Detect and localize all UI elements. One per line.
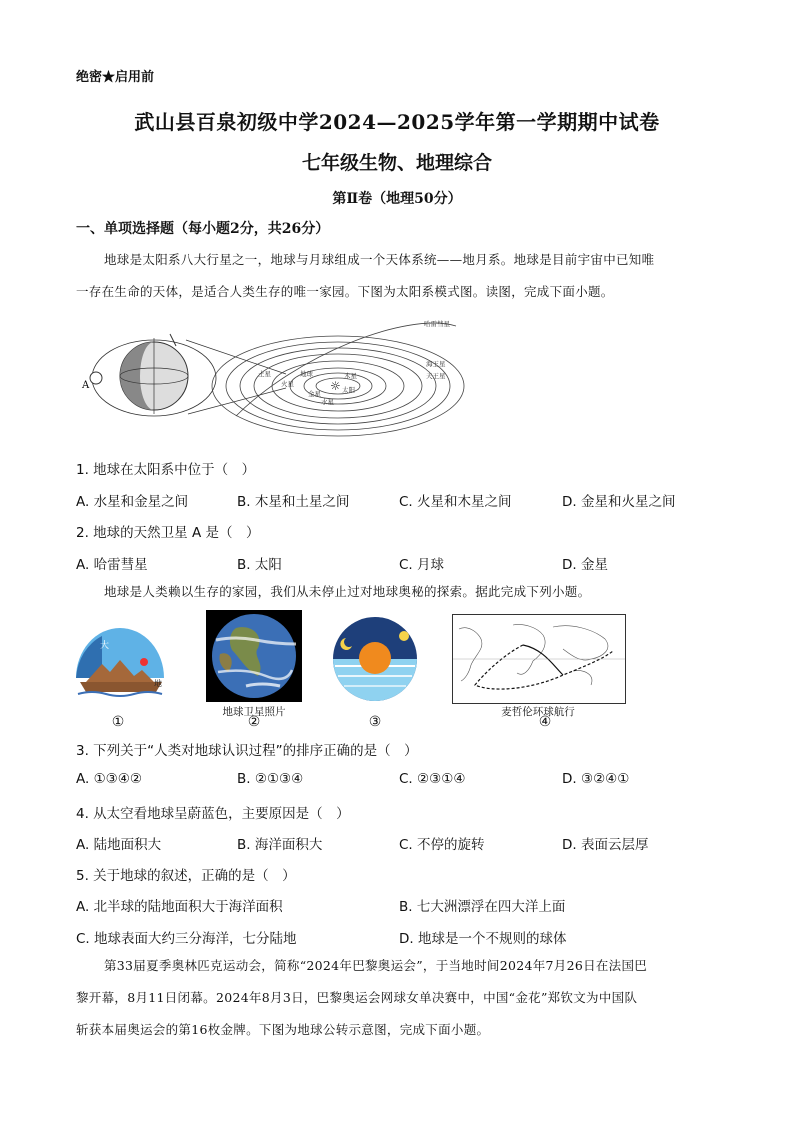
round-sky-sun bbox=[359, 642, 391, 674]
label-earth: 地球 bbox=[300, 370, 313, 378]
q3-option-a[interactable]: A. ①③④② bbox=[76, 771, 142, 787]
moon-a bbox=[90, 372, 102, 384]
section-heading: 一、单项选择题（每小题2分，共26分） bbox=[76, 221, 330, 237]
exam-subtitle: 七年级生物、地理综合 bbox=[301, 152, 492, 174]
earth-photo-frame bbox=[206, 610, 302, 702]
sky-label: 大 bbox=[100, 641, 110, 651]
q5-option-b[interactable]: B. 七大洲漂浮在四大洋上面 bbox=[399, 899, 566, 915]
q2-option-d[interactable]: D. 金星 bbox=[562, 557, 608, 573]
magellan-map bbox=[452, 614, 626, 704]
ancient-cosmos-image bbox=[72, 620, 168, 702]
passage-1 bbox=[76, 244, 716, 308]
q3-option-b[interactable]: B. ②①③④ bbox=[237, 771, 304, 787]
label-sun: 太阳 bbox=[342, 386, 355, 394]
image-2-number: ② bbox=[247, 714, 261, 730]
passage-3-line-2: 黎开幕，8月11日闭幕。2024年8月3日，巴黎奥运会网球女单决赛中，中国“金花”郑钦文为中国队 bbox=[76, 990, 638, 1005]
confidential-mark: 绝密★启用前 bbox=[76, 70, 155, 85]
passage-3 bbox=[76, 950, 716, 1046]
q4-option-a[interactable]: A. 陆地面积大 bbox=[76, 837, 162, 853]
q4-option-c[interactable]: C. 不停的旋转 bbox=[399, 837, 485, 853]
label-venus: 金星 bbox=[308, 390, 321, 398]
image-4-number: ④ bbox=[538, 714, 552, 730]
image-3-number: ③ bbox=[368, 714, 382, 730]
label-mars: 火星 bbox=[281, 380, 294, 388]
question-5-stem: 5. 关于地球的叙述，正确的是（ ） bbox=[76, 868, 296, 884]
q1-option-d[interactable]: D. 金星和火星之间 bbox=[562, 494, 676, 510]
passage-2: 地球是人类赖以生存的家园，我们从未停止过对地球奥秘的探索。据此完成下列小题。 bbox=[104, 584, 591, 599]
image-2-caption: 地球卫星照片 bbox=[222, 706, 286, 718]
q1-option-a[interactable]: A. 水星和金星之间 bbox=[76, 494, 189, 510]
q4-option-b[interactable]: B. 海洋面积大 bbox=[237, 837, 323, 853]
q2-option-b[interactable]: B. 太阳 bbox=[237, 557, 282, 573]
image-4-caption: 麦哲伦环球航行 bbox=[501, 706, 575, 718]
question-4-stem: 4. 从太空看地球呈蔚蓝色，主要原因是（ ） bbox=[76, 806, 350, 822]
passage-3-line-1: 第33届夏季奥林匹克运动会，简称“2024年巴黎奥运会”，于当地时间2024年7月26日在法国巴 bbox=[104, 958, 648, 973]
passage-1-line-2: 一存在生命的天体，是适合人类生存的唯一家园。下图为太阳系模式图。读图，完成下面小题。 bbox=[76, 284, 614, 299]
q3-option-d[interactable]: D. ③②④① bbox=[562, 771, 630, 787]
voyage-route bbox=[475, 645, 613, 689]
label-halley: 哈雷彗星 bbox=[424, 320, 450, 328]
label-uranus: 天王星 bbox=[426, 372, 446, 380]
label-neptune: 海王星 bbox=[426, 360, 446, 368]
q2-option-a[interactable]: A. 哈雷彗星 bbox=[76, 557, 148, 573]
q5-option-c[interactable]: C. 地球表面大约三分海洋，七分陆地 bbox=[76, 931, 297, 947]
round-sky-image bbox=[330, 614, 420, 704]
question-1-stem: 1. 地球在太阳系中位于（ ） bbox=[76, 462, 256, 478]
passage-3-line-3: 斩获本届奥运会的第16枚金牌。下图为地球公转示意图，完成下面小题。 bbox=[76, 1022, 490, 1037]
star-sun-icon bbox=[399, 631, 409, 641]
label-saturn: 土星 bbox=[258, 370, 271, 378]
q1-option-c[interactable]: C. 火星和木星之间 bbox=[399, 494, 512, 510]
sun-dot bbox=[140, 658, 148, 666]
label-jupiter: 木星 bbox=[344, 372, 357, 380]
label-mercury: 水星 bbox=[321, 398, 334, 406]
q4-option-d[interactable]: D. 表面云层厚 bbox=[562, 837, 649, 853]
solar-system-figure bbox=[76, 316, 476, 446]
earth-label: 地 bbox=[154, 679, 162, 688]
paper-part-title: 第Ⅱ卷（地理50分） bbox=[332, 191, 462, 207]
q5-option-d[interactable]: D. 地球是一个不规则的球体 bbox=[399, 931, 567, 947]
image-1-number: ① bbox=[111, 714, 125, 730]
sun-icon: ☼ bbox=[330, 379, 341, 393]
moon-label: A bbox=[82, 380, 90, 391]
q1-option-b[interactable]: B. 木星和土星之间 bbox=[237, 494, 350, 510]
q2-option-c[interactable]: C. 月球 bbox=[399, 557, 445, 573]
q3-option-c[interactable]: C. ②③①④ bbox=[399, 771, 466, 787]
passage-1-line-1: 地球是太阳系八大行星之一，地球与月球组成一个天体系统——地月系。地球是目前宇宙中已知唯 bbox=[104, 252, 655, 267]
question-3-stem: 3. 下列关于“人类对地球认识过程”的排序正确的是（ ） bbox=[76, 743, 418, 759]
q5-option-a[interactable]: A. 北半球的陆地面积大于海洋面积 bbox=[76, 899, 283, 915]
exam-title: 武山县百泉初级中学2024—2025学年第一学期期中试卷 bbox=[134, 110, 660, 134]
question-2-stem: 2. 地球的天然卫星 A 是（ ） bbox=[76, 525, 260, 541]
